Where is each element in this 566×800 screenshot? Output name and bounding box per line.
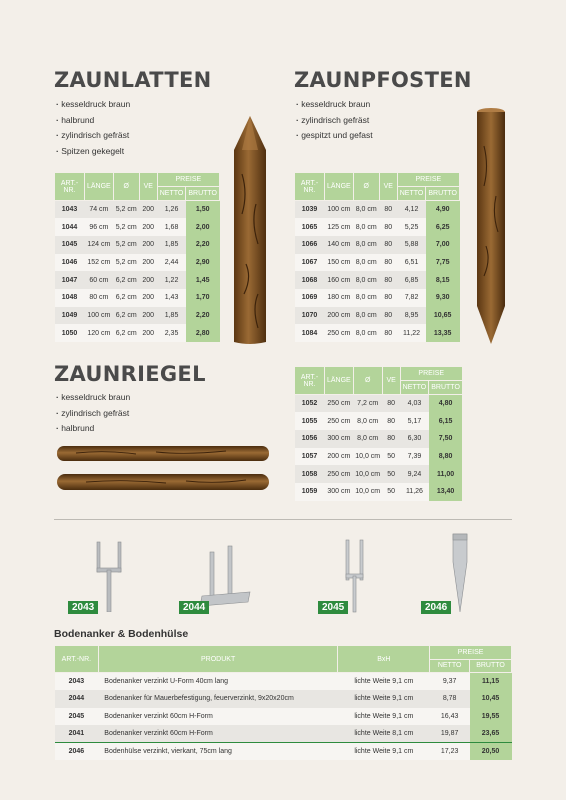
col-laenge: LÄNGE [325, 367, 354, 395]
cell-nr: 1056 [295, 430, 325, 448]
cell-ve: 200 [139, 289, 157, 307]
cell-ve: 80 [379, 236, 397, 254]
cell-laenge: 60 cm [85, 271, 114, 289]
cell-ve: 200 [139, 236, 157, 254]
table-row [55, 708, 512, 726]
cell-laenge: 200 cm [325, 307, 354, 325]
table-row [295, 430, 463, 448]
cell-laenge: 160 cm [325, 271, 354, 289]
bodenhuelse-image [448, 532, 472, 614]
cell-produkt: Bodenhülse verzinkt, vierkant, 75cm lang [98, 743, 338, 761]
cell-netto: 9,24 [400, 465, 429, 483]
col-brutto: BRUTTO [429, 381, 463, 395]
cell-brutto: 1,45 [186, 271, 220, 289]
cell-brutto: 13,40 [429, 483, 463, 501]
cell-brutto: 2,00 [186, 218, 220, 236]
cell-brutto: 13,35 [426, 324, 460, 342]
cell-netto: 19,87 [430, 725, 470, 743]
cell-nr: 1048 [55, 289, 85, 307]
cell-laenge: 200 cm [325, 448, 354, 466]
col-nr: ART.-NR. [55, 646, 99, 673]
badge-2044: 2044 [179, 601, 209, 614]
cell-brutto: 4,80 [429, 395, 463, 413]
cell-laenge: 124 cm [85, 236, 114, 254]
cell-nr: 1045 [55, 236, 85, 254]
cell-dia: 10,0 cm [353, 483, 382, 501]
cell-brutto: 2,20 [186, 307, 220, 325]
cell-dia: 6,2 cm [113, 289, 139, 307]
feature-item: · kesseldruck braun [296, 97, 373, 113]
col-ve: VE [382, 367, 400, 395]
col-ve: VE [139, 173, 157, 201]
col-netto: NETTO [400, 381, 429, 395]
cell-bxh: lichte Weite 9,1 cm [338, 708, 430, 726]
cell-laenge: 250 cm [325, 395, 354, 413]
cell-produkt: Bodenanker verzinkt U-Form 40cm lang [98, 673, 338, 691]
cell-nr: 1069 [295, 289, 325, 307]
table-row [55, 271, 220, 289]
cell-laenge: 250 cm [325, 324, 354, 342]
bodenanker-price-table [54, 645, 512, 760]
cell-brutto: 2,90 [186, 254, 220, 272]
cell-dia: 5,2 cm [113, 201, 139, 219]
cell-dia: 10,0 cm [353, 448, 382, 466]
cell-ve: 200 [139, 254, 157, 272]
col-netto: NETTO [397, 187, 426, 201]
cell-ve: 200 [139, 324, 157, 342]
col-preise: PREISE [400, 367, 462, 381]
cell-dia: 5,2 cm [113, 254, 139, 272]
table-row [295, 236, 460, 254]
cell-netto: 9,37 [430, 673, 470, 691]
cell-netto: 7,39 [400, 448, 429, 466]
cell-netto: 4,03 [400, 395, 429, 413]
zaunlatten-table-wrap [54, 172, 220, 342]
cell-laenge: 100 cm [85, 307, 114, 325]
cell-netto: 6,85 [397, 271, 426, 289]
cell-netto: 1,43 [157, 289, 186, 307]
cell-laenge: 100 cm [325, 201, 354, 219]
cell-brutto: 2,20 [186, 236, 220, 254]
table-row [55, 725, 512, 743]
cell-brutto: 23,65 [470, 725, 512, 743]
cell-ve: 80 [382, 412, 400, 430]
cell-nr: 1043 [55, 201, 85, 219]
cell-ve: 200 [139, 307, 157, 325]
cell-laenge: 150 cm [325, 254, 354, 272]
zaunpfosten-image [474, 106, 508, 346]
cell-ve: 80 [379, 201, 397, 219]
table-row [295, 271, 460, 289]
cell-brutto: 6,25 [426, 218, 460, 236]
zaunpfosten-features [296, 97, 373, 144]
cell-ve: 80 [379, 307, 397, 325]
col-nr: ART.- NR. [295, 367, 325, 395]
cell-dia: 8,0 cm [353, 218, 379, 236]
cell-nr: 1084 [295, 324, 325, 342]
cell-dia: 8,0 cm [353, 430, 382, 448]
zaunriegel-features [56, 390, 130, 437]
cell-nr: 2044 [55, 690, 99, 708]
cell-laenge: 125 cm [325, 218, 354, 236]
cell-dia: 6,2 cm [113, 307, 139, 325]
feature-item: · halbrund [56, 113, 130, 129]
cell-produkt: Bodenanker verzinkt 60cm H-Form [98, 708, 338, 726]
table-row [55, 254, 220, 272]
cell-brutto: 11,15 [470, 673, 512, 691]
cell-nr: 1057 [295, 448, 325, 466]
feature-item: · gespitzt und gefast [296, 128, 373, 144]
cell-laenge: 140 cm [325, 236, 354, 254]
col-netto: NETTO [430, 659, 470, 673]
cell-dia: 6,2 cm [113, 271, 139, 289]
bodenanker-title: Bodenanker & Bodenhülse [54, 628, 189, 640]
bodenanker-table-wrap [54, 645, 512, 760]
cell-ve: 80 [379, 218, 397, 236]
table-row [55, 307, 220, 325]
col-ve: VE [379, 173, 397, 201]
zaunlatten-price-table [54, 172, 220, 342]
cell-dia: 5,2 cm [113, 236, 139, 254]
col-brutto: BRUTTO [470, 659, 512, 673]
cell-netto: 6,51 [397, 254, 426, 272]
cell-netto: 17,23 [430, 743, 470, 761]
cell-ve: 80 [382, 395, 400, 413]
cell-nr: 1044 [55, 218, 85, 236]
zaunpfosten-title: ZAUNPFOSTEN [294, 68, 472, 92]
table-row [55, 324, 220, 342]
col-laenge: LÄNGE [325, 173, 354, 201]
feature-item: · zylindrisch gefräst [56, 406, 130, 422]
table-row [295, 412, 463, 430]
section-divider [54, 519, 512, 520]
cell-produkt: Bodenanker für Mauerbefestigung, feuerverzinkt, 9x20x20cm [98, 690, 338, 708]
cell-dia: 10,0 cm [353, 465, 382, 483]
cell-nr: 1055 [295, 412, 325, 430]
zaunpfosten-price-table [294, 172, 460, 342]
cell-dia: 8,0 cm [353, 271, 379, 289]
cell-netto: 5,25 [397, 218, 426, 236]
cell-brutto: 10,45 [470, 690, 512, 708]
col-preise: PREISE [397, 173, 459, 187]
col-brutto: BRUTTO [186, 187, 220, 201]
cell-ve: 50 [382, 465, 400, 483]
cell-brutto: 1,50 [186, 201, 220, 219]
cell-produkt: Bodenanker verzinkt 60cm H-Form [98, 725, 338, 743]
cell-netto: 2,35 [157, 324, 186, 342]
cell-nr: 1068 [295, 271, 325, 289]
badge-2046: 2046 [421, 601, 451, 614]
col-durchmesser: Ø [353, 173, 379, 201]
col-nr: ART.- NR. [295, 173, 325, 201]
cell-netto: 11,26 [400, 483, 429, 501]
cell-nr: 1039 [295, 201, 325, 219]
cell-netto: 4,12 [397, 201, 426, 219]
cell-ve: 200 [139, 271, 157, 289]
zaunlatten-features [56, 97, 130, 159]
table-row [295, 307, 460, 325]
cell-nr: 2045 [55, 708, 99, 726]
cell-ve: 50 [382, 448, 400, 466]
col-durchmesser: Ø [113, 173, 139, 201]
cell-bxh: lichte Weite 9,1 cm [338, 673, 430, 691]
cell-brutto: 7,50 [429, 430, 463, 448]
table-row [55, 690, 512, 708]
cell-bxh: lichte Weite 9,1 cm [338, 690, 430, 708]
table-row [295, 218, 460, 236]
cell-ve: 50 [382, 483, 400, 501]
col-brutto: BRUTTO [426, 187, 460, 201]
table-row [55, 218, 220, 236]
zaunriegel-image [56, 444, 270, 494]
cell-brutto: 7,00 [426, 236, 460, 254]
cell-laenge: 250 cm [325, 465, 354, 483]
cell-dia: 8,0 cm [353, 412, 382, 430]
cell-brutto: 11,00 [429, 465, 463, 483]
table-row [295, 201, 460, 219]
cell-nr: 1046 [55, 254, 85, 272]
table-row [295, 254, 460, 272]
table-row [295, 448, 463, 466]
cell-nr: 1070 [295, 307, 325, 325]
col-preise: PREISE [430, 646, 512, 660]
cell-netto: 1,68 [157, 218, 186, 236]
cell-brutto: 9,30 [426, 289, 460, 307]
badge-2045: 2045 [318, 601, 348, 614]
cell-laenge: 300 cm [325, 430, 354, 448]
cell-netto: 16,43 [430, 708, 470, 726]
cell-netto: 1,26 [157, 201, 186, 219]
table-row [295, 465, 463, 483]
cell-nr: 1049 [55, 307, 85, 325]
cell-nr: 1052 [295, 395, 325, 413]
cell-brutto: 8,80 [429, 448, 463, 466]
cell-netto: 1,85 [157, 236, 186, 254]
cell-netto: 5,17 [400, 412, 429, 430]
cell-brutto: 1,70 [186, 289, 220, 307]
cell-ve: 80 [379, 254, 397, 272]
cell-brutto: 8,15 [426, 271, 460, 289]
cell-nr: 1067 [295, 254, 325, 272]
cell-netto: 7,82 [397, 289, 426, 307]
cell-ve: 200 [139, 201, 157, 219]
col-netto: NETTO [157, 187, 186, 201]
cell-nr: 1059 [295, 483, 325, 501]
cell-brutto: 19,55 [470, 708, 512, 726]
cell-ve: 200 [139, 218, 157, 236]
cell-bxh: lichte Weite 8,1 cm [338, 725, 430, 743]
cell-dia: 8,0 cm [353, 289, 379, 307]
cell-dia: 7,2 cm [353, 395, 382, 413]
cell-brutto: 10,65 [426, 307, 460, 325]
cell-dia: 8,0 cm [353, 236, 379, 254]
cell-ve: 80 [379, 271, 397, 289]
zaunriegel-price-table [294, 366, 463, 501]
cell-nr: 2041 [55, 725, 99, 743]
table-row [55, 201, 220, 219]
table-row [55, 236, 220, 254]
cell-laenge: 250 cm [325, 412, 354, 430]
table-row [295, 289, 460, 307]
cell-netto: 1,22 [157, 271, 186, 289]
col-preise: PREISE [157, 173, 219, 187]
cell-netto: 6,30 [400, 430, 429, 448]
cell-laenge: 74 cm [85, 201, 114, 219]
cell-laenge: 80 cm [85, 289, 114, 307]
cell-ve: 80 [379, 324, 397, 342]
badge-2043: 2043 [68, 601, 98, 614]
feature-item: · zylindrisch gefräst [56, 128, 130, 144]
cell-laenge: 300 cm [325, 483, 354, 501]
cell-netto: 1,85 [157, 307, 186, 325]
col-nr: ART.- NR. [55, 173, 85, 201]
table-row [295, 324, 460, 342]
feature-item: · kesseldruck braun [56, 97, 130, 113]
table-row [295, 483, 463, 501]
cell-nr: 1047 [55, 271, 85, 289]
cell-dia: 5,2 cm [113, 218, 139, 236]
cell-dia: 8,0 cm [353, 324, 379, 342]
cell-laenge: 96 cm [85, 218, 114, 236]
cell-laenge: 152 cm [85, 254, 114, 272]
table-row [55, 289, 220, 307]
feature-item: · zylindrisch gefräst [296, 113, 373, 129]
cell-dia: 6,2 cm [113, 324, 139, 342]
cell-netto: 8,78 [430, 690, 470, 708]
cell-nr: 1050 [55, 324, 85, 342]
cell-brutto: 20,50 [470, 743, 512, 761]
cell-nr: 1058 [295, 465, 325, 483]
zaunriegel-title: ZAUNRIEGEL [54, 362, 206, 386]
feature-item: · halbrund [56, 421, 130, 437]
col-bxh: BxH [338, 646, 430, 673]
feature-item: · Spitzen gekegelt [56, 144, 130, 160]
cell-nr: 2046 [55, 743, 99, 761]
col-produkt: PRODUKT [98, 646, 338, 673]
cell-laenge: 120 cm [85, 324, 114, 342]
cell-nr: 1066 [295, 236, 325, 254]
cell-ve: 80 [382, 430, 400, 448]
cell-dia: 8,0 cm [353, 307, 379, 325]
cell-brutto: 2,80 [186, 324, 220, 342]
zaunpfosten-table-wrap [294, 172, 460, 342]
table-row [295, 395, 463, 413]
zaunlatte-image [228, 114, 272, 346]
cell-brutto: 6,15 [429, 412, 463, 430]
cell-dia: 8,0 cm [353, 201, 379, 219]
table-row [55, 673, 512, 691]
col-laenge: LÄNGE [85, 173, 114, 201]
cell-bxh: lichte Weite 9,1 cm [338, 743, 430, 761]
cell-brutto: 7,75 [426, 254, 460, 272]
feature-item: · kesseldruck braun [56, 390, 130, 406]
cell-netto: 2,44 [157, 254, 186, 272]
zaunlatten-title: ZAUNLATTEN [54, 68, 212, 92]
cell-nr: 1065 [295, 218, 325, 236]
cell-ve: 80 [379, 289, 397, 307]
cell-netto: 5,88 [397, 236, 426, 254]
cell-netto: 11,22 [397, 324, 426, 342]
cell-netto: 8,95 [397, 307, 426, 325]
cell-laenge: 180 cm [325, 289, 354, 307]
cell-nr: 2043 [55, 673, 99, 691]
table-row [55, 743, 512, 761]
cell-dia: 8,0 cm [353, 254, 379, 272]
cell-brutto: 4,90 [426, 201, 460, 219]
col-durchmesser: Ø [353, 367, 382, 395]
zaunriegel-table-wrap [294, 366, 463, 501]
